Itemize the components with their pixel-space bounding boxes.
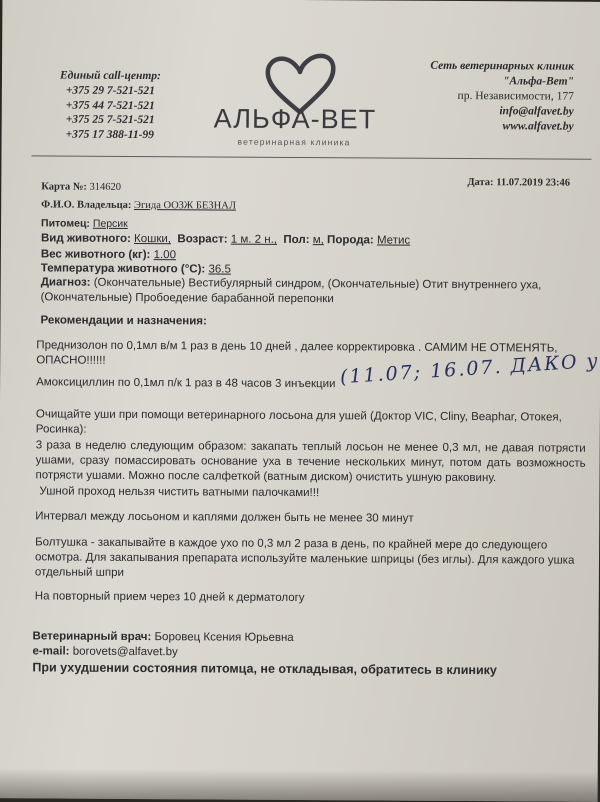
temperature-label: Температура животного (°С): (40, 262, 206, 276)
recommendation-ear-schedule: 3 раза в неделю следующим образом: закапать теплый лосьон не менее 0,3 мл, не давая потрясти ушами, сразу помассировать основание уха в течение нескольких минут, потом дать возможность потрясти ушами. Можно после салфеткой (ватным диском) очистить ушную раковину. (35, 439, 586, 485)
recommendation-interval: Интервал между лосьоном и каплями должен быть не менее 30 минут (35, 510, 414, 525)
vet-email-label: e-mail: (32, 645, 70, 658)
warning-text: При ухудшении состояния питомца, не откладывая, обратитесь в клинику (32, 660, 497, 678)
age-label: Возраст: (177, 233, 228, 246)
pet-row (41, 217, 128, 230)
species-label: Вид животного: (40, 232, 131, 245)
phone-3: +375 25 7-521-521 (65, 113, 155, 127)
temperature-row (41, 262, 231, 275)
card-number-row (41, 181, 121, 192)
age-value: 1 м. 2 н., (230, 233, 278, 246)
pet-value: Персик (92, 217, 128, 230)
vet-row (33, 630, 294, 644)
owner-value: Эгида ООЗЖ БЕЗНАЛ (133, 199, 236, 212)
vet-email-row (32, 645, 177, 658)
diagnosis-label: Диагноз: (40, 276, 91, 289)
call-center-block (60, 69, 161, 144)
recommendation-amoxicillin: Амоксициллин по 0,1мл п/к 1 раз в 48 часов 3 инъекции (36, 376, 336, 391)
card-number: 314620 (89, 181, 122, 193)
phone-2: +375 44 7-521-521 (65, 99, 155, 112)
clinic-network: Сеть ветеринарных клиник (430, 59, 575, 73)
sex-label: Пол: (283, 233, 310, 247)
clinic-website: www.alfavet.by (502, 120, 574, 133)
brand-subtitle: ветеринарная клиника (237, 136, 351, 148)
card-label: Карта №: (41, 181, 87, 193)
breed-label: Порода: (327, 234, 374, 247)
date-value: 11.07.2019 23:46 (496, 177, 571, 189)
weight-value: 1.00 (153, 249, 177, 262)
clinic-address: пр. Независимости, 177 (457, 89, 574, 103)
clinic-email: info@alfavet.by (499, 105, 574, 118)
recommendations-heading: Рекомендации и назначения: (40, 314, 207, 328)
recommendation-drops: Болтушка - закапывайте в каждое ухо по 0,3 мл 2 раза в день, по крайней мере до следующего осмотра. Для закапывания препарата используйте маленькие шприцы (без иглы). Для каждого ушка отдельный шпри (34, 536, 575, 580)
diagnosis-block (41, 275, 581, 309)
breed-value: Метис (376, 234, 411, 247)
clinic-name: "Альфа-Вет" (502, 75, 574, 88)
header-divider (31, 155, 591, 159)
recommendation-ear-cleaning: Очищайте уши при помощи ветеринарного лосьона для ушей (Доктор VIC, Cliny, Beaphar, Отокея, Росинка): (35, 408, 562, 436)
handwritten-note: (11.07; 16.07. ДАКО у (339, 349, 600, 389)
call-center-title: Единый call-центр: (59, 69, 161, 83)
owner-row (41, 199, 236, 211)
weight-row (41, 248, 176, 261)
owner-label: Ф.И.О. Владельца: (41, 199, 132, 211)
brand-name: АЛЬФА-ВЕТ (213, 103, 377, 135)
recommendation-follow-up: На повторный прием через 10 дней к дерматологу (34, 590, 305, 605)
vet-email: borovets@alfavet.by (72, 645, 178, 659)
vet-name: Боровец Ксения Юрьевна (154, 631, 294, 644)
diagnosis-text: (Окончательные) Вестибулярный синдром, (Окончательные) Отит внутреннего уха, (Окончательные) Пробоедение барабанной перепонки (40, 276, 542, 306)
temperature-value: 36.5 (208, 263, 231, 276)
phone-1: +375 29 7-521-521 (65, 84, 155, 97)
pet-label: Питомец: (41, 217, 90, 230)
sex-value: м, (312, 234, 324, 247)
recommendation-no-cotton-swabs: Ушной проход нельзя чистить ватными палочками!!! (39, 485, 320, 500)
vet-label: Ветеринарный врач: (32, 630, 152, 644)
species-value: Кошки, (133, 232, 172, 246)
photo-shadow (0, 768, 598, 802)
recommendation-prednisolone: Преднизолон по 0,1мл в/м 1 раз в день 10 дней , далее корректировка . САМИМ НЕ ОТМЕНЯТЬ, ОПАСНО!!!!!! (36, 339, 558, 368)
date-row (467, 177, 570, 189)
date-label: Дата: (467, 177, 494, 189)
weight-label: Вес животного (кг): (40, 248, 151, 262)
animal-info-row (41, 232, 410, 246)
phone-4: +375 17 388-11-99 (65, 128, 154, 142)
clinic-contact-block (430, 59, 574, 135)
